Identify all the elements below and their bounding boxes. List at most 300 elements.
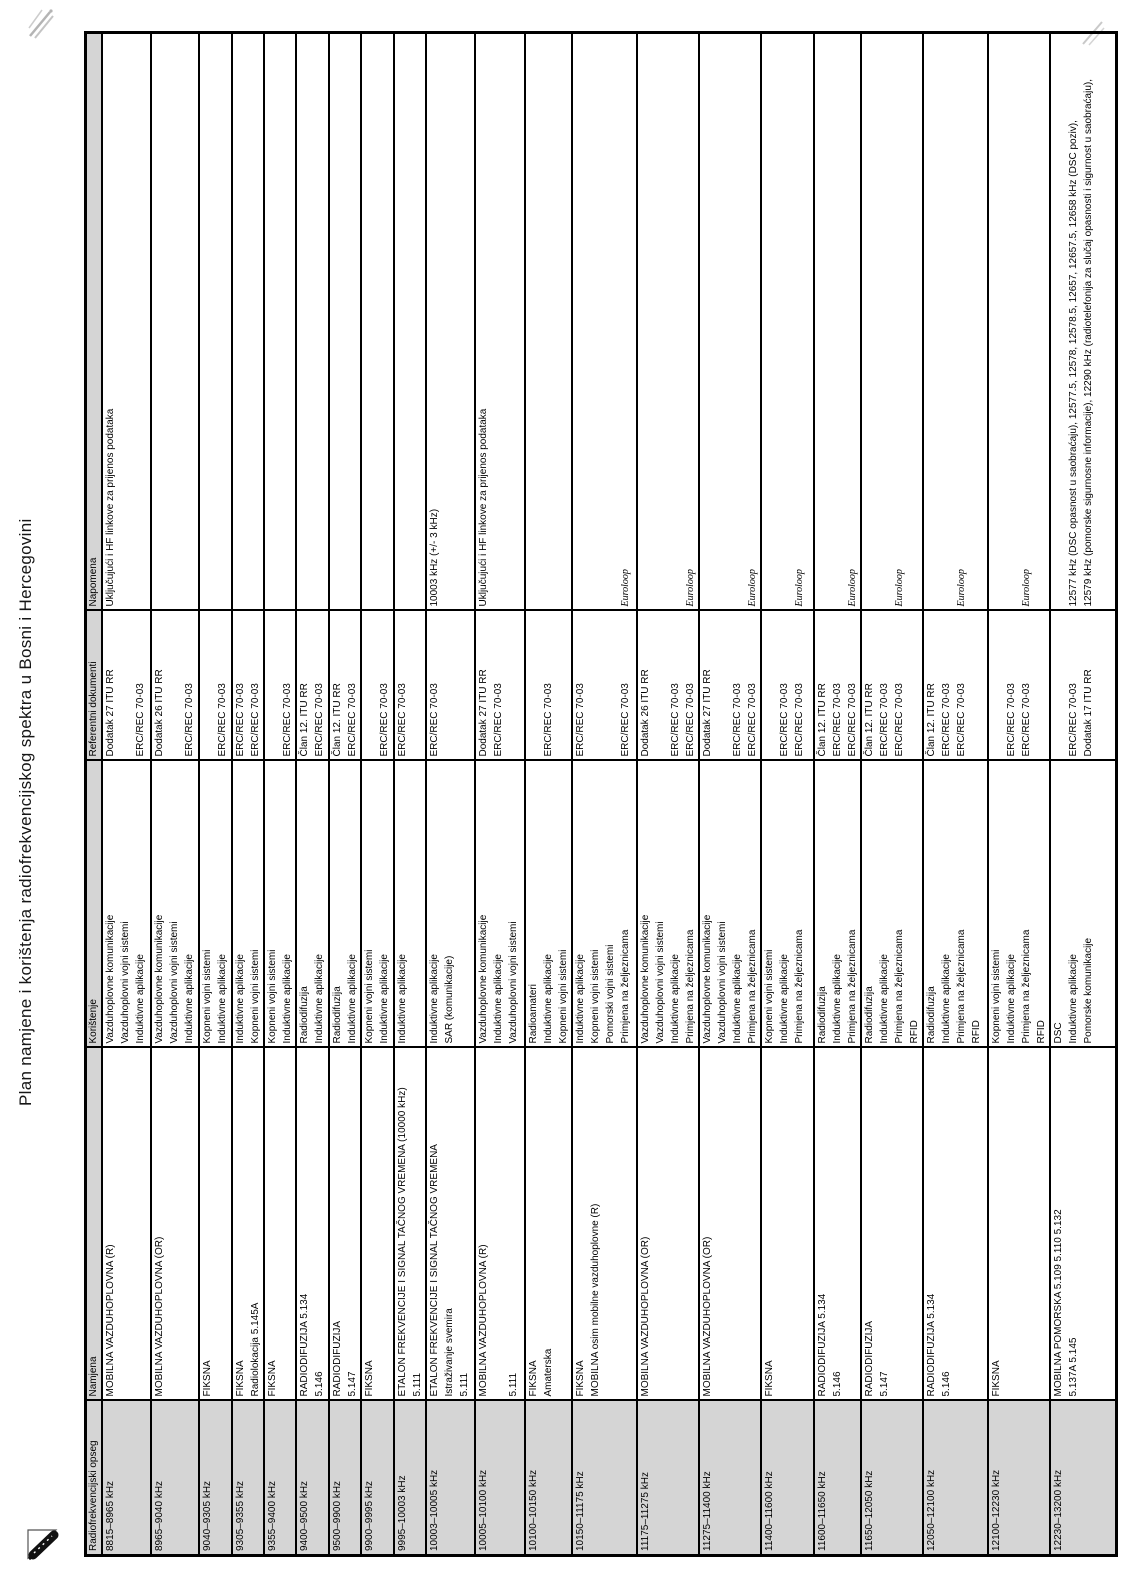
table-row <box>1050 33 1116 1556</box>
cell-line: 5.137A 5.145 <box>1068 1337 1079 1397</box>
cell-referentni-dokumenti <box>232 611 264 761</box>
cell-koristenje <box>814 761 861 1048</box>
cell-line: ERC/REC 70-03 <box>1021 683 1032 757</box>
cell-referentni-dokumenti <box>199 611 232 761</box>
cell-referentni-dokumenti <box>572 611 637 761</box>
cell-line: Induktivne aplikacije <box>379 954 390 1044</box>
cell-napomena <box>232 33 264 611</box>
cell-line: ERC/REC 70-03 <box>847 683 858 757</box>
cell-namjena <box>814 1048 861 1401</box>
cell-line: 11600–11650 kHz <box>817 1471 828 1551</box>
cell-namjena <box>1050 1048 1116 1401</box>
cell-napomena <box>923 33 988 611</box>
cell-line: 9500–9900 kHz <box>332 1480 343 1551</box>
table-row <box>232 33 264 1556</box>
cell-line: Radiodifuzija <box>817 986 828 1044</box>
cell-line: 11275–11400 kHz <box>702 1471 713 1551</box>
cell-line: ERC/REC 70-03 <box>379 683 390 757</box>
cell-frequency-band <box>296 1401 329 1556</box>
cell-line: ERC/REC 70-03 <box>235 683 246 757</box>
cell-referentni-dokumenti <box>151 611 199 761</box>
cell-line <box>638 37 653 607</box>
cell-frequency-band <box>426 1401 475 1556</box>
cell-frequency-band <box>394 1401 426 1556</box>
cell-namjena <box>637 1048 699 1401</box>
table-row <box>761 33 814 1556</box>
cell-line: Član 12. ITU RR <box>817 683 828 757</box>
cell-line: ERC/REC 70-03 <box>397 683 408 757</box>
table-row <box>394 33 426 1556</box>
table-row <box>426 33 475 1556</box>
cell-line: ERC/REC 70-03 <box>575 683 586 757</box>
cell-line: Vazduhoplovni vojni sistemi <box>508 921 519 1044</box>
cell-line <box>989 615 1004 757</box>
cell-line: Dodatak 27 ITU RR <box>478 669 489 757</box>
cell-line: Primjena na željeznicama <box>685 929 696 1044</box>
cell-line: ERC/REC 70-03 <box>429 683 440 757</box>
cell-line <box>265 615 280 757</box>
cell-line: ERC/REC 70-03 <box>135 683 146 757</box>
cell-namjena <box>394 1048 426 1401</box>
cell-line <box>118 615 133 757</box>
cell-frequency-band <box>699 1401 761 1556</box>
cell-line: Euroloop <box>847 569 858 607</box>
cell-referentni-dokumenti <box>329 611 361 761</box>
cell-frequency-band <box>637 1401 699 1556</box>
cell-line: FIKSNA <box>764 1360 775 1397</box>
cell-line: Vazduhoplovne komunikacije <box>702 914 713 1044</box>
cell-line: ERC/REC 70-03 <box>794 683 805 757</box>
cell-line: ERC/REC 70-03 <box>779 683 790 757</box>
cell-line: RFID <box>971 1020 982 1044</box>
cell-line: ERC/REC 70-03 <box>879 683 890 757</box>
cell-line: Radiodifuzija <box>926 986 937 1044</box>
cell-koristenje <box>361 761 394 1048</box>
cell-frequency-band <box>475 1401 525 1556</box>
cell-frequency-band <box>761 1401 814 1556</box>
cell-frequency-band <box>361 1401 394 1556</box>
cell-line: Primjena na željeznicama <box>794 929 805 1044</box>
cell-line: Član 12. ITU RR <box>332 683 343 757</box>
cell-line: Radioamateri <box>528 984 539 1044</box>
cell-frequency-band <box>814 1401 861 1556</box>
cell-line: Induktivne aplikacije <box>832 954 843 1044</box>
cell-line: 11175–11275 kHz <box>640 1472 651 1551</box>
cell-line: MOBILNA VAZDUHOPLOVNA (R) <box>478 1244 489 1397</box>
cell-napomena <box>361 33 394 611</box>
table-row <box>329 33 361 1556</box>
cell-line <box>939 37 954 607</box>
cell-line: Član 12. ITU RR <box>864 683 875 757</box>
cell-line: 11650–12050 kHz <box>864 1470 875 1551</box>
cell-line: Član 12. ITU RR <box>299 683 310 757</box>
table-row <box>296 33 329 1556</box>
cell-line <box>777 37 792 607</box>
cell-frequency-band <box>264 1401 296 1556</box>
cell-napomena <box>988 33 1050 611</box>
cell-namjena <box>232 1048 264 1401</box>
cell-line: 9400–9500 kHz <box>299 1480 310 1551</box>
cell-line: 5.147 <box>347 1371 358 1397</box>
cell-line: Kopneni vojni sistemi <box>991 949 1002 1044</box>
cell-napomena <box>475 33 525 611</box>
cell-line <box>573 37 588 607</box>
cell-line: FIKSNA <box>991 1360 1002 1397</box>
cell-line: ERC/REC 70-03 <box>670 683 681 757</box>
cell-line: Induktivne aplikacije <box>429 954 440 1044</box>
cell-line: 5.111 <box>459 1372 470 1397</box>
cell-line: FIKSNA <box>267 1360 278 1397</box>
cell-line: 9995–10003 kHz <box>397 1475 408 1551</box>
cell-line: Kopneni vojni sistemi <box>267 949 278 1044</box>
table-row <box>861 33 923 1556</box>
cell-koristenje <box>923 761 988 1048</box>
header-namjena: Namjena <box>86 1048 103 1401</box>
cell-frequency-band <box>572 1401 637 1556</box>
cell-napomena <box>264 33 296 611</box>
cell-line: FIKSNA <box>235 1360 246 1397</box>
cell-referentni-dokumenti <box>861 611 923 761</box>
cell-koristenje <box>264 761 296 1048</box>
cell-line <box>167 615 182 757</box>
cell-line: ERC/REC 70-03 <box>747 683 758 757</box>
cell-koristenje <box>199 761 232 1048</box>
cell-referentni-dokumenti <box>699 611 761 761</box>
cell-line: Induktivne aplikacije <box>575 954 586 1044</box>
cell-koristenje <box>151 761 199 1048</box>
cell-line <box>989 37 1004 607</box>
cell-frequency-band <box>232 1401 264 1556</box>
cell-line: MOBILNA VAZDUHOPLOVNA (OR) <box>702 1236 713 1397</box>
cell-line: Radiodifuzija <box>299 986 310 1044</box>
cell-namjena <box>102 1048 151 1401</box>
table-row <box>637 33 699 1556</box>
cell-line: Dodatak 26 ITU RR <box>154 669 165 757</box>
cell-namjena <box>988 1048 1050 1401</box>
cell-line: 9305–9355 kHz <box>235 1480 246 1551</box>
cell-line: ERC/REC 70-03 <box>956 683 967 757</box>
cell-line: RFID <box>909 1020 920 1044</box>
cell-line <box>762 615 777 757</box>
cell-line: Vazduhoplovni vojni sistemi <box>717 921 728 1044</box>
cell-napomena <box>572 33 637 611</box>
cell-line: Induktivne aplikacije <box>543 954 554 1044</box>
cell-line <box>1051 615 1066 757</box>
cell-namjena <box>296 1048 329 1401</box>
cell-namjena <box>861 1048 923 1401</box>
cell-line <box>200 615 215 757</box>
cell-line <box>653 615 668 757</box>
cell-line: 5.146 <box>832 1371 843 1397</box>
cell-line: Radiodifuzija <box>332 986 343 1044</box>
cell-line: ERC/REC 70-03 <box>894 683 905 757</box>
cell-referentni-dokumenti <box>361 611 394 761</box>
cell-frequency-band <box>525 1401 572 1556</box>
cell-line: ERC/REC 70-03 <box>1006 683 1017 757</box>
cell-line: Pomorski vojni sistemi <box>605 944 616 1044</box>
cell-referentni-dokumenti <box>923 611 988 761</box>
cell-line: ERC/REC 70-03 <box>620 683 631 757</box>
cell-line: Dodatak 26 ITU RR <box>640 669 651 757</box>
cell-koristenje <box>699 761 761 1048</box>
cell-line: Induktivne aplikacije <box>347 954 358 1044</box>
table-row <box>264 33 296 1556</box>
cell-line: Induktivne aplikacije <box>941 954 952 1044</box>
cell-line: Dodatak 27 ITU RR <box>702 669 713 757</box>
cell-line: Vazduhoplovni vojni sistemi <box>169 921 180 1044</box>
cell-line: Induktivne aplikacije <box>217 954 228 1044</box>
cell-line: FIKSNA <box>364 1360 375 1397</box>
cell-line: Primjena na željeznicama <box>894 929 905 1044</box>
title-rotated-block <box>16 442 46 1106</box>
cell-koristenje <box>394 761 426 1048</box>
cell-line: Induktivne aplikacije <box>184 954 195 1044</box>
cell-koristenje <box>637 761 699 1048</box>
cell-referentni-dokumenti <box>264 611 296 761</box>
cell-line: Induktivne aplikacije <box>670 954 681 1044</box>
cell-line: Primjena na željeznicama <box>1021 929 1032 1044</box>
cell-line: ERC/REC 70-03 <box>685 683 696 757</box>
cell-koristenje <box>761 761 814 1048</box>
cell-line: 10150–11175 kHz <box>575 1471 586 1551</box>
cell-frequency-band <box>329 1401 361 1556</box>
cell-line: 5.111 <box>508 1372 519 1397</box>
cell-napomena <box>426 33 475 611</box>
cell-referentni-dokumenti <box>814 611 861 761</box>
cell-referentni-dokumenti <box>637 611 699 761</box>
cell-line: Induktivne aplikacije <box>235 954 246 1044</box>
cell-line: MOBILNA VAZDUHOPLOVNA (OR) <box>154 1236 165 1397</box>
cell-line: Induktivne aplikacije <box>779 954 790 1044</box>
cell-line <box>762 37 777 607</box>
table-row <box>475 33 525 1556</box>
cell-napomena <box>699 33 761 611</box>
cell-line: ERC/REC 70-03 <box>282 683 293 757</box>
cell-line: Euroloop <box>894 569 905 607</box>
cell-line: ETALON FREKVENCIJE I SIGNAL TAČNOG VREMENA <box>429 1144 440 1397</box>
table-row <box>988 33 1050 1556</box>
cell-namjena <box>199 1048 232 1401</box>
cell-frequency-band <box>923 1401 988 1556</box>
cell-line: Induktivne aplikacije <box>1068 954 1079 1044</box>
cell-line <box>715 615 730 757</box>
cell-line: RADIODIFUZIJA 5.134 <box>817 1293 828 1397</box>
cell-napomena <box>394 33 426 611</box>
cell-napomena <box>329 33 361 611</box>
cell-line: Vazduhoplovni vojni sistemi <box>120 921 131 1044</box>
cell-line: Kopneni vojni sistemi <box>764 949 775 1044</box>
cell-line: 10003–10005 kHz <box>429 1469 440 1551</box>
cell-frequency-band <box>199 1401 232 1556</box>
cell-line: RADIODIFUZIJA 5.134 <box>926 1293 937 1397</box>
scribble-icon <box>26 4 58 42</box>
cell-line: Kopneni vojni sistemi <box>250 949 261 1044</box>
cell-line: ERC/REC 70-03 <box>217 683 228 757</box>
cell-line: 5.111 <box>412 1372 423 1397</box>
cell-line: ERC/REC 70-03 <box>1068 683 1079 757</box>
cell-napomena <box>151 33 199 611</box>
cell-line: ERC/REC 70-03 <box>347 683 358 757</box>
cell-line: DSC <box>1053 1022 1064 1044</box>
cell-koristenje <box>525 761 572 1048</box>
cell-namjena <box>475 1048 525 1401</box>
cell-namjena <box>761 1048 814 1401</box>
cell-line: 12230–13200 kHz <box>1053 1469 1064 1551</box>
cell-namjena <box>699 1048 761 1401</box>
cell-line: Primjena na željeznicama <box>847 929 858 1044</box>
cell-referentni-dokumenti <box>988 611 1050 761</box>
cell-line <box>877 37 892 607</box>
table-row <box>923 33 988 1556</box>
cell-line: 12577 kHz (DSC opasnost u saobraćaju), 12577.5, 12578, 12578.5, 12657, 12657.5, 12658 kHz (DSC poziv), <box>1068 120 1079 607</box>
cell-line: FIKSNA <box>575 1360 586 1397</box>
cell-line <box>924 37 939 607</box>
pencil-icon <box>26 1528 62 1562</box>
cell-line: 9900–9995 kHz <box>364 1480 375 1551</box>
cell-line: Primjena na željeznicama <box>747 929 758 1044</box>
cell-line: RADIODIFUZIJA <box>332 1320 343 1397</box>
cell-line <box>1004 37 1019 607</box>
table-row <box>102 33 151 1556</box>
cell-line: Euroloop <box>794 569 805 607</box>
cell-line: Vazduhoplovni vojni sistemi <box>655 921 666 1044</box>
cell-line: Induktivne aplikacije <box>282 954 293 1044</box>
cell-referentni-dokumenti <box>296 611 329 761</box>
cell-napomena <box>199 33 232 611</box>
cell-napomena <box>102 33 151 611</box>
cell-line <box>653 37 668 607</box>
cell-line: Član 12. ITU RR <box>926 683 937 757</box>
cell-namjena <box>329 1048 361 1401</box>
cell-frequency-band <box>102 1401 151 1556</box>
cell-line: 12050–12100 kHz <box>926 1469 937 1551</box>
cell-line: Induktivne aplikacije <box>314 954 325 1044</box>
cell-line: 5.146 <box>314 1371 325 1397</box>
cell-line: 10003 kHz (+/- 3 kHz) <box>429 508 440 607</box>
cell-line: Vazduhoplovne komunikacije <box>105 914 116 1044</box>
cell-line <box>588 615 603 757</box>
table-row <box>572 33 637 1556</box>
table-row <box>525 33 572 1556</box>
cell-line: RFID <box>1036 1020 1047 1044</box>
cell-line: FIKSNA <box>202 1360 213 1397</box>
cell-line: Dodatak 17 ITU RR <box>1083 669 1094 757</box>
cell-referentni-dokumenti <box>761 611 814 761</box>
cell-koristenje <box>426 761 475 1048</box>
cell-frequency-band <box>988 1401 1050 1556</box>
cell-line: MOBILNA osim mobilne vazduhoplovne (R) <box>590 1203 601 1397</box>
cell-namjena <box>572 1048 637 1401</box>
cell-line: Uključujući i HF linkove za prijenos podataka <box>105 408 116 607</box>
cell-line: SAR (komunikacije) <box>444 955 455 1044</box>
cell-line: 9355–9400 kHz <box>267 1480 278 1551</box>
cell-line: ERC/REC 70-03 <box>832 683 843 757</box>
cell-line: Radiolokacija 5.145A <box>250 1302 261 1397</box>
cell-referentni-dokumenti <box>394 611 426 761</box>
cell-line: MOBILNA POMORSKA 5.109 5.110 5.132 <box>1053 1209 1064 1397</box>
cell-frequency-band <box>151 1401 199 1556</box>
cell-referentni-dokumenti <box>525 611 572 761</box>
header-frequency-band: Radiofrekvencijski opseg <box>86 1401 103 1556</box>
cell-line: Induktivne aplikacije <box>732 954 743 1044</box>
cell-napomena <box>637 33 699 611</box>
cell-napomena <box>525 33 572 611</box>
spectrum-allocation-table <box>84 31 1118 1557</box>
cell-napomena <box>1050 33 1116 611</box>
cell-koristenje <box>232 761 264 1048</box>
cell-line <box>700 37 715 607</box>
cell-line <box>815 37 830 607</box>
cell-napomena <box>861 33 923 611</box>
cell-namjena <box>525 1048 572 1401</box>
cell-line <box>362 615 377 757</box>
cell-koristenje <box>861 761 923 1048</box>
cell-line <box>588 37 603 607</box>
cell-koristenje <box>475 761 525 1048</box>
cell-napomena <box>814 33 861 611</box>
cell-line: 12100–12230 kHz <box>991 1469 1002 1551</box>
cell-frequency-band <box>861 1401 923 1556</box>
cell-line: FIKSNA <box>528 1360 539 1397</box>
cell-line: Euroloop <box>685 569 696 607</box>
cell-line: 5.147 <box>879 1371 890 1397</box>
cell-namjena <box>264 1048 296 1401</box>
cell-line <box>491 1052 506 1397</box>
cell-line: Pomorske komunikacije <box>1083 937 1094 1044</box>
cell-line: Euroloop <box>1021 569 1032 607</box>
cell-line: Kopneni vojni sistemi <box>364 949 375 1044</box>
cell-line: ETALON FREKVENCIJE I SIGNAL TAČNOG VREMENA (10000 kHz) <box>397 1087 408 1397</box>
cell-line: 8965–9040 kHz <box>154 1480 165 1551</box>
cell-line: ERC/REC 70-03 <box>732 683 743 757</box>
cell-koristenje <box>572 761 637 1048</box>
cell-line: Kopneni vojni sistemi <box>590 949 601 1044</box>
cell-line: ERC/REC 70-03 <box>941 683 952 757</box>
cell-line: Euroloop <box>956 569 967 607</box>
cell-line: ERC/REC 70-03 <box>314 683 325 757</box>
cell-line: Amaterska <box>543 1348 554 1397</box>
cell-line: Vazduhoplovne komunikacije <box>478 914 489 1044</box>
header-referentni-dokumenti: Referentni dokumenti <box>86 611 103 761</box>
cell-line: Istraživanje svemira <box>444 1308 455 1397</box>
cell-line <box>526 615 541 757</box>
cell-koristenje <box>329 761 361 1048</box>
cell-referentni-dokumenti <box>1050 611 1116 761</box>
cell-line: RADIODIFUZIJA 5.134 <box>299 1293 310 1397</box>
cell-line: 8815–8965 kHz <box>105 1480 116 1551</box>
cell-line: MOBILNA VAZDUHOPLOVNA (R) <box>105 1244 116 1397</box>
cell-line <box>1051 37 1066 607</box>
cell-line: Primjena na željeznicama <box>956 929 967 1044</box>
cell-line: Vazduhoplovne komunikacije <box>154 914 165 1044</box>
cell-napomena <box>296 33 329 611</box>
cell-line <box>730 37 745 607</box>
cell-line: 5.146 <box>941 1371 952 1397</box>
cell-line: Radiodifuzija <box>864 986 875 1044</box>
cell-line: Vazduhoplovne komunikacije <box>640 914 651 1044</box>
header-row <box>86 33 103 1556</box>
cell-namjena <box>151 1048 199 1401</box>
cell-koristenje <box>296 761 329 1048</box>
cell-line: 9040–9305 kHz <box>202 1480 213 1551</box>
cell-line: Dodatak 27 ITU RR <box>105 669 116 757</box>
cell-line: Kopneni vojni sistemi <box>202 949 213 1044</box>
cell-line: Induktivne aplikacije <box>1006 954 1017 1044</box>
cell-line: Euroloop <box>747 569 758 607</box>
cell-line <box>603 615 618 757</box>
cell-napomena <box>761 33 814 611</box>
cell-line: Primjena na željeznicama <box>620 929 631 1044</box>
